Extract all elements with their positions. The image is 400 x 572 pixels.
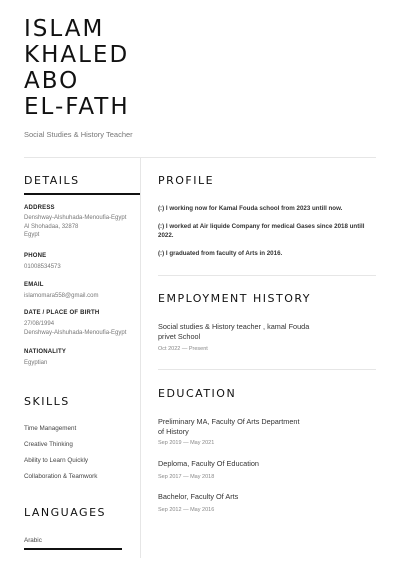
skill-item: Creative Thinking: [24, 441, 73, 448]
employment-title-line: privet School: [158, 332, 201, 341]
phone-label: PHONE: [24, 253, 47, 259]
address-line: Egypt: [24, 232, 40, 238]
address-line: Al Shohadaa, 32878: [24, 223, 79, 230]
skill-item: Ability to Learn Quickly: [24, 457, 89, 464]
dob-line: 27/08/1994: [24, 321, 55, 327]
profile-divider: [158, 275, 376, 276]
column-divider: [140, 158, 141, 558]
phone-value: 01008534573: [24, 264, 61, 270]
email-label: EMAIL: [24, 282, 44, 288]
skill-item: Collaboration & Teamwork: [24, 473, 98, 480]
name-line: ABO: [24, 68, 80, 94]
header-divider: [24, 157, 376, 158]
profile-item: (:) I worked at Air liquide Company for medical Gases since 2018 untill 2022.: [158, 223, 365, 239]
candidate-name: [24, 16, 224, 120]
name-line: ISLAM: [24, 16, 105, 42]
email-value[interactable]: islamomara558@gmail.com: [24, 293, 99, 299]
profile-item: (:) I graduated from faculty of Arts in 2016.: [158, 250, 283, 257]
skill-item: Time Management: [24, 425, 77, 432]
employment-title: [158, 322, 309, 342]
profile-heading: PROFILE: [158, 174, 215, 187]
profile-item: (:) I working now for Kamal Fouda school from 2023 untill now.: [158, 205, 343, 212]
employment-divider: [158, 369, 376, 370]
education-title-line: Bachelor, Faculty Of Arts: [158, 492, 239, 501]
employment-date: Oct 2022 — Present: [158, 346, 208, 352]
education-title-line: of History: [158, 427, 189, 436]
details-underline: [24, 193, 140, 195]
employment-heading: EMPLOYMENT HISTORY: [158, 292, 312, 305]
education-title: [158, 459, 259, 469]
language-level-bar: [24, 548, 122, 550]
nationality-label: NATIONALITY: [24, 349, 67, 355]
employment-title-line: Social studies & History teacher , kamal Fouda: [158, 322, 310, 331]
dob-line: Denshway-Alshuhada-Menoufia-Egypt: [24, 329, 127, 336]
address-line: Denshway-Alshuhada-Menoufia-Egypt: [24, 215, 127, 221]
education-heading: EDUCATION: [158, 387, 237, 400]
job-title-subtitle: Social Studies & History Teacher: [24, 130, 133, 139]
education-title-line: Preliminary MA, Faculty Of Arts Department: [158, 417, 300, 426]
education-title: [158, 417, 300, 437]
skills-heading: SKILLS: [24, 395, 70, 408]
dob-label: DATE / PLACE OF BIRTH: [24, 310, 100, 316]
details-heading: DETAILS: [24, 174, 80, 187]
address-label: ADDRESS: [24, 205, 55, 211]
languages-heading: LANGUAGES: [24, 506, 106, 519]
education-title: [158, 492, 238, 502]
dob-value: [24, 320, 126, 337]
name-line: KHALED: [24, 42, 130, 68]
nationality-value: Egyptian: [24, 360, 48, 366]
education-date: Sep 2019 — May 2021: [158, 440, 215, 446]
name-line: EL-FATH: [24, 94, 130, 120]
education-date: Sep 2017 — May 2018: [158, 474, 215, 480]
education-title-line: Deploma, Faculty Of Education: [158, 459, 259, 468]
language-item: Arabic: [24, 537, 42, 544]
address-value: [24, 214, 126, 240]
education-date: Sep 2012 — May 2016: [158, 507, 215, 513]
